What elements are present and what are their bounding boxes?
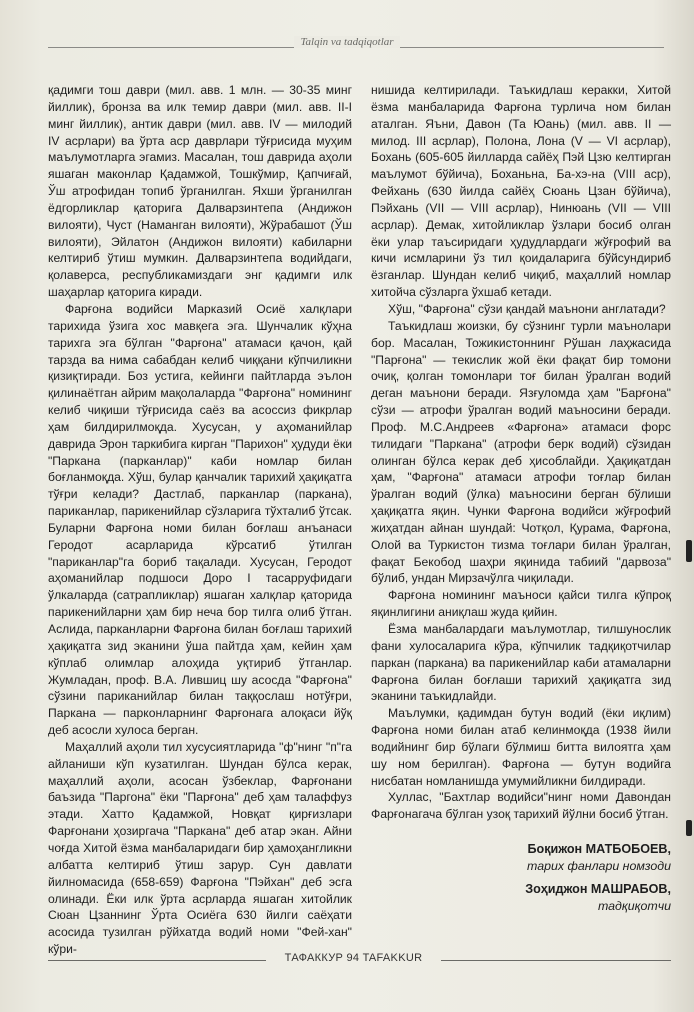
scan-edge-mark <box>686 820 692 836</box>
paragraph: Маҳаллий аҳоли тил хусусиятларида "ф"нинг "п"га айланиши кўп кузатилган. Шундан бўлса керак, маҳаллий аҳоли, асосан ўзбеклар, Фарғонани баъзида "Паргона" ёки "Парғона" деб ҳам талаффуз этади. Хатто Қадамжой, Новқат қирғизлари Фарғонани ҳозиргача "Паркана" деб атар экан. Айни чоғда Хитой ёзма манбаларидаги бир ҳамоҳангликни албатта келтириб ўтиш зарур. Сун давлати йилномасида (658-659) Фарғона "Пэйхан" деб эсга олинади. Ёки илк ўрта асрларда яшаган хитойлик Сюан Цзаннинг Ўрта Осиёга 630 йилги саёҳати асосида тузилган рўйхатда водий номи "Фей-хан" кўри- <box>48 739 352 957</box>
paragraph: Фарғона номининг маъноси қайси тилга кўпроқ яқинлигини аниқлаш жуда қийин. <box>371 588 671 620</box>
footer-rule-left <box>48 960 266 961</box>
author-name: Боқижон МАТБОБОЕВ, <box>527 842 671 857</box>
paragraph: Фарғона водийси Марказий Осиё халқлари тарихида ўзига хос мавқега эга. Шунчалик кўҳна тарихга эга бўлган "Фарғона" атамаси қачон, қай тарзда ва нима сабабдан келиб чиққани кўпчиликни қизиқтиради. Боз устига, кейинги пайтларда эълон қилинаётган айрим мақолаларда "Фарғона" номининг келиб чиқиши тўғрисида саёз ва асоссиз фикрлар ҳам билдирилмоқда. Хусусан, у аҳоманийлар даврида Эрон таркибига кирган "Парихон" ҳудуди ёки "Паркана (парканлар)" каби номлар билан боғланмоқда. Хўш, булар қанчалик тарихий ҳақиқатга тўғри келади? Дастлаб, парканлар (паркана), париканлар, парикенийлар сўзларига тўхталиб ўтсак. Буларни Фарғона номи билан боғлаш анъанаси Геродот асарларида кўрсатиб ўтилган "париканлар"га бориб тақалади. Хусусан, Геродот аҳоманийлар подшоси Доро I тасарруфидаги ўлкаларда (сатрапликлар) яшаган халқлар қаторида парикенийларни ҳам бир неча бор тилга олиб ўтган. Аслида, парканларни Фарғона билан боғлаш тарихий ҳақиқатга зид эканини ўша пайтда ҳам, кейин ҳам кўплаб олимлар алоҳида уқтириб ўтганлар. Жумладан, проф. В.А. Лившиц шу асосда "Фарғона" сўзини париканийлар билан таққослаш нотўғри, Паркана — парконларнинг Фарғонага алоқаси йўқ деб асосли хулоса берган. <box>48 301 352 738</box>
paragraph: Ёзма манбалардаги маълумотлар, тилшунослик фани хулосаларига кўра, кўпчилик тадқиқотчилар паркан (паркана) ва парикенийлар каби атамаларни Фарғона билан боғлаши тарихий ҳақиқатга зид эканини таъкидлайди. <box>371 622 671 704</box>
scan-edge-mark <box>686 540 692 562</box>
right-column <box>371 82 671 921</box>
author-name: Зоҳиджон МАШРАБОВ, <box>525 882 671 897</box>
running-header-text: Talqin va tadqiqotlar <box>294 36 399 48</box>
running-header <box>0 36 694 48</box>
paragraph: Хуллас, "Бахтлар водийси"нинг номи Давондан Фарғонагача бўлган узоқ тарихий йўлни босиб ўтган. <box>371 790 671 822</box>
author-title: тарих фанлари номзоди <box>527 859 671 874</box>
question-heading: Хўш, "Фарғона" сўзи қандай маънони англатади? <box>388 301 666 316</box>
left-column <box>48 82 352 958</box>
paragraph: Маълумки, қадимдан бутун водий (ёки иқлим) Фарғона номи билан атаб келинмоқда (1938 йили водийнинг бир бўлаги бўлмиш битта вилоятга ҳам шу ном берилган). Фарғона — бутун водийга нисбатан номланишда умумийликни билдиради. <box>371 706 671 788</box>
author-title: тадқиқотчи <box>597 899 671 914</box>
author-signatures <box>371 841 671 915</box>
paragraph: нишида келтирилади. Таъкидлаш керакки, Хитой ёзма манбаларида Фарғона турлича ном билан аталган. Яъни, Давон (Та Юань) (мил. авв. II — милод. III асрлар), Полона, Лона (V — VI асрлар), Бохань (605-605 йилларда сайёҳ Пэй Цзю келтирган маълумот бўйича), Боханьна, Ба-хэ-на (VIII аср), Фейхань (630 йилда сайёҳ Сюань Цзан бўйича), Пэйхань (VII — VIII асрлар), Нинюань (VII — VIII асрлар). Демак, хитойликлар ўзлари босиб олган ёки улар таъсиридаги ҳудудлардаги жўғрофий ва кичи исмларини ўз тил қоидаларига бўйсундириб ёзганлар. Шундан келиб чиқиб, маҳаллий номлар хитойча сўзларга ўхшаб кетади. <box>371 83 671 300</box>
paragraph: қадимги тош даври (мил. авв. 1 млн. — 30-35 минг йиллик), бронза ва илк темир даври (мил. авв. II-I минг йиллик), антик даври (мил. авв. IV — милодий IV асрлари) ва ўрта аср даврлари тўғрисида муҳим маълумотларга эгамиз. Масалан, тош даврида аҳоли яшаган маконлар Қадамжой, Тошкўмир, Қапчиғай, Ўш атрофидан топиб ўрганилган. Яхши ўрганилган ёдгорликлар қаторига Далварзинтепа (Андижон вилояти), Чуст (Наманган вилояти), Жўрабашот (Ўш вилояти), Эйлатон (Андижон вилояти) кабиларни келтириб ўтиш мумкин. Далварзинтепа водийдаги, қолаверса, республикамиздаги энг қадимги илк шаҳарлар қаторига киради. <box>48 83 352 300</box>
paragraph: Таъкидлаш жоизки, бу сўзнинг турли маънолари бор. Масалан, Тожикистоннинг Рўшан лаҳжасида "Парғона" — текислик жой ёки фақат бир томони очиқ, қолган томонлари тоғ билан ўралган водий деган маънони беради. Язғуломда ҳам "Барғона" сўзи — атрофи ўралган водий маъносини беради. Проф. М.С.Андреев «Фарғона» атамаси форс тилидаги "Паркана" (атрофи берк водий) сўзидан олинган бўлса керак деб ҳисоблайди. Ҳақиқатдан ҳам, "Фарғона" атамаси атрофи тоғлар билан ўралган водий (ўлка) маъносини берган бўлиши ҳақиқатга яқин. Чунки Фарғона водийси жўғрофий жиҳатдан айнан шундай: Чотқол, Қурама, Фарғона, Олой ва Туркистон тизма тоғлари билан ўралган, фақат Бекобод шаҳри яқинида табиий "дарвоза" бўлиб, ундан Мирзачўлга чиқилади. <box>371 318 671 586</box>
page-footer: ТАФАККУР 94 TAFAKKUR <box>284 952 423 964</box>
footer-rule-right <box>441 960 671 961</box>
